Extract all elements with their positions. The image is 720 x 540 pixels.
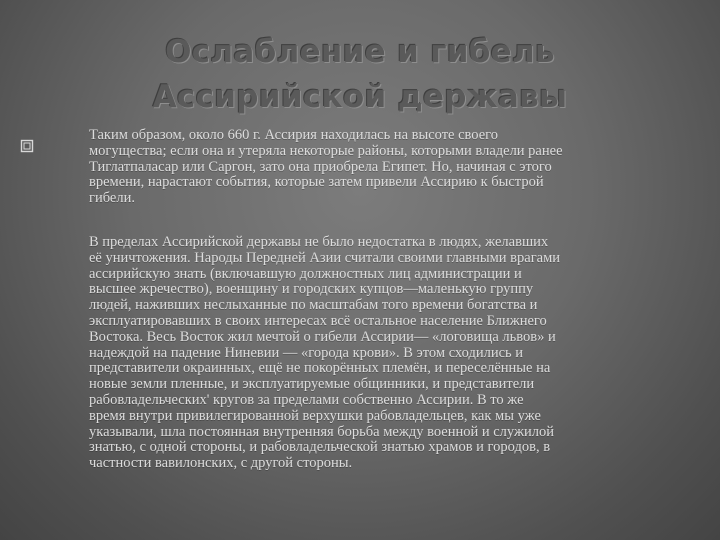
title-line-2: Ассирийской державы (152, 79, 568, 115)
paragraph-line: новые земли пленные, и эксплуатируемые общинники, и представители (89, 376, 535, 393)
paragraph-line: могущества; если она и утеряла некоторые районы, которыми владели ранее (89, 142, 563, 159)
paragraph-1 (89, 128, 683, 207)
slide-title (60, 30, 660, 120)
paragraph-line: Востока. Весь Восток жил мечтой о гибели Ассирии— «логовища львов» и (89, 328, 556, 345)
paragraph-line: представители окраинных, ещё не покорённых племён, и переселённые на (89, 360, 551, 377)
paragraph-line: её уничтожения. Народы Передней Азии считали своими главными врагами (89, 249, 561, 266)
paragraph-line: указывали, шла постоянная внутренняя борьба между военной и служилой (89, 423, 555, 440)
paragraph-line: гибели. (89, 190, 135, 207)
title-line-1: Ослабление и гибель (165, 34, 555, 70)
paragraph-2 (89, 235, 683, 472)
paragraph-line: рабовладельческих' кругов за пределами собственно Ассирии. В то же (89, 391, 524, 408)
paragraph-line: надеждой на падение Ниневии — «города крови». В этом сходились и (89, 344, 524, 361)
paragraph-line: частности вавилонских, с другой стороны. (89, 455, 353, 472)
paragraph-line: Таким образом, около 660 г. Ассирия находилась на высоте своего (89, 127, 498, 143)
paragraph-line: ассирийскую знать (включавшую должностных лиц администрации и (89, 265, 522, 282)
paragraph-line: Тиглатпаласар или Саргон, зато она приобрела Египет. Но, начиная с этого (89, 158, 552, 175)
paragraph-line: эксплуатировавших в своих интересах всё остальное население Ближнего (89, 312, 547, 329)
paragraph-line: времени, нарастают события, которые затем привели Ассирию к быстрой (89, 174, 544, 191)
paragraph-line: В пределах Ассирийской державы не было недостатка в людях, желавших (89, 234, 549, 250)
paragraph-line: время внутри привилегированной верхушки рабовладельцев, как мы уже (89, 407, 541, 424)
paragraph-line: знатью, с одной стороны, и рабовладельческой знатью храмов и городов, в (89, 439, 551, 456)
hollow-square-bullet-icon (20, 139, 34, 153)
paragraph-line: людей, наживших неслыханные по масштабам того времени богатства и (89, 297, 538, 314)
paragraph-line: высшее жречество), военщину и городских купцов—маленькую группу (89, 281, 534, 298)
